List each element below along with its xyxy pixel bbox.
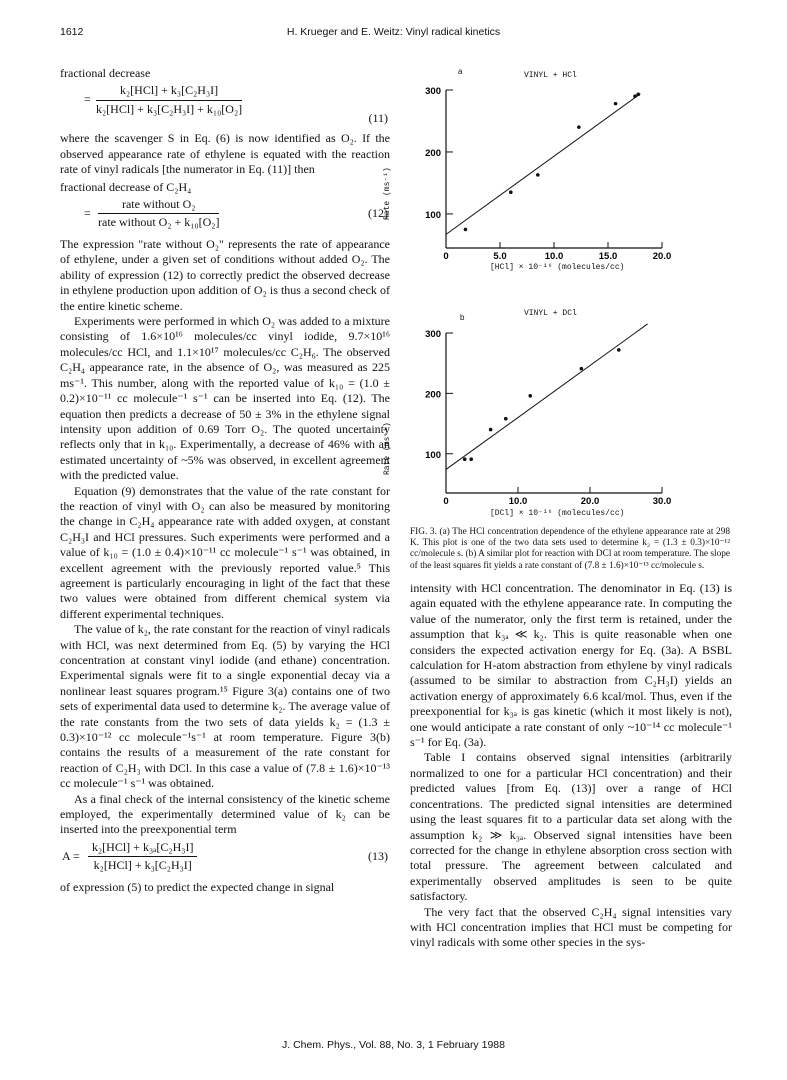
eq12-denominator: rate without O₂ + k₁₀[O₂] bbox=[98, 215, 220, 230]
x-tick-label: 20.0 bbox=[652, 251, 672, 262]
chart-a bbox=[400, 65, 700, 262]
eq12-numerator: rate without O₂ bbox=[98, 197, 219, 214]
x-tick-label: 5.0 bbox=[493, 251, 507, 262]
eq13-lhs: A = bbox=[62, 848, 80, 863]
fit-line bbox=[446, 324, 648, 470]
data-point bbox=[489, 428, 493, 432]
eq13-denominator: k₂[HCl] + k₃[C₂H₃I] bbox=[93, 858, 192, 873]
x-tick-label: 10.0 bbox=[508, 496, 528, 507]
paragraph: where the scavenger S in Eq. (6) is now identified as O₂. If the observed appearance rate of ethylene is equated with the reaction rate of vinyl radicals [the numerator in Eq. (11)] then bbox=[60, 131, 390, 177]
left-column bbox=[60, 66, 390, 895]
y-tick-label: 200 bbox=[425, 389, 441, 401]
eq11-numerator: k₂[HCl] + k₃[C₂H₃I] bbox=[96, 83, 242, 100]
paragraph: Experiments were performed in which O₂ was added to a mixture consisting of 1.6×10¹⁶ molecules/cc vinyl iodide, 9.7×10¹⁶ molecules/cc HCl, and 1.1×10¹⁷ molecules/cc C₂H₆. The observed C₂H₄ appearance rate, in the absence of O₂, was measured as 225 ms⁻¹. This number, along with the reported value of k₁₀ = (1.0 ± 0.2)×10⁻¹¹ cc molecule⁻¹ s⁻¹ can be inserted into Eq. (12). The equation then predicts a decrease of 50 ± 3% in the ethylene signal intensity upon addition of 0.69 Torr O₂. The quoted uncertainty reflects only that in k₁₀. Experimentally, a decrease of 46% with an estimated uncertainty of ~5% was observed, in excellent agreement with the predicted value. bbox=[60, 314, 390, 483]
data-point bbox=[464, 228, 468, 232]
equation-13 bbox=[60, 840, 390, 874]
x-axis-label: [HCl] × 10⁻¹⁶ (molecules/cc) bbox=[490, 263, 625, 272]
chart-legend: VINYL + DCl bbox=[524, 309, 577, 318]
x-tick-label: 15.0 bbox=[598, 251, 618, 262]
y-tick-label: 300 bbox=[425, 329, 441, 340]
equation-number: (12) bbox=[368, 206, 388, 221]
eq13-numerator: k₂[HCl] + k₃ₐ[C₂H₃I] bbox=[88, 840, 197, 857]
y-axis-label: Rate (ms⁻¹) bbox=[383, 167, 392, 220]
panel-label: b bbox=[460, 313, 465, 322]
y-tick-label: 100 bbox=[425, 449, 441, 461]
data-point bbox=[577, 125, 581, 129]
data-point bbox=[633, 94, 637, 98]
x-tick-label: 30.0 bbox=[652, 496, 672, 507]
fit-line bbox=[446, 94, 640, 235]
data-point bbox=[580, 367, 584, 371]
equation-12: = rate without O₂ rate without O₂ + k₁₀[O₂] (12) bbox=[84, 197, 388, 230]
paragraph: intensity with HCl concentration. The denominator in Eq. (13) is again equated with the ethylene appearance rate. In computing the value of the numerator, only the first term is retained, under the assumption that k₃ₐ ≪ k₂. This is quite reasonable when one considers the expected activation energy for Eq. (3a). A BSBL calculation for H-atom abstraction from ethylene by vinyl radicals (assumed to be similar to abstraction from C₂H₃I) yields an activation energy of approximately 6.6 kcal/mol. Thus, even if the preexponential for k₃ₐ is gas kinetic (which it most likely is not), one would anticipate a rate constant of only ~10⁻¹⁴ cc molecule⁻¹ s⁻¹ for Eq. (3a). bbox=[410, 581, 732, 750]
figure-3a bbox=[383, 65, 700, 272]
data-point bbox=[536, 173, 540, 177]
paragraph: The expression "rate without O₂" represents the rate of appearance of ethylene, under a given set of conditions without added O₂. The ability of expression (12) to correctly predict the observed decrease in ethylene production upon addition of O₂ is thus a second check of the entire kinetic scheme. bbox=[60, 237, 390, 313]
x-tick-label: 20.0 bbox=[580, 496, 600, 507]
figure-caption: FIG. 3. (a) The HCl concentration dependence of the ethylene appearance rate at 298 K. This plot is one of the two data sets used to determine k₂ = (1.3 ± 0.3)×10⁻¹² cc/molecule s. (b) A similar plot for reaction with DCl at room temperature. The slope of the least squares fit yields a rate constant of (7.8 ± 1.6)×10⁻¹³ cc/molecule s. bbox=[410, 527, 730, 571]
paragraph: Table I contains observed signal intensities (arbitrarily normalized to one for a particular HCl concentration) and their predicted values [from Eq. (13)] over a range of HCl concentrations. The predicted signal intensities are determined using the least squares fit to a particular data set along with the assumption k₂ ≫ k₃ₐ. Observed signal intensities have been corrected for the change in ethylene absorption cross section with total pressure. The agreement between calculated and experimentally observed amplitudes is seen to be quite satisfactory. bbox=[410, 750, 732, 904]
eq11-denominator: k₂[HCl] + k₃[C₂H₃I] + k₁₀[O₂] bbox=[96, 101, 243, 116]
right-column bbox=[410, 581, 732, 951]
y-tick-label: 300 bbox=[425, 86, 441, 97]
page-number: 1612 bbox=[60, 26, 84, 38]
paragraph: The value of k₂, the rate constant for the reaction of vinyl radicals with HCl, was next determined from Eq. (5) by varying the HCl concentration at constant vinyl iodide (and ethane) concentration. Experimental signals were fit to a single exponential decay via a nonlinear least squares program.¹⁵ Figure 3(a) contains one of two sets of experimental data used to determine k₂. The average value of the rate constants from the two sets of data yields k₂ = (1.3 ± 0.3)×10⁻¹² cc molecule⁻¹s⁻¹ at room temperature. Figure 3(b) contains the results of a measurement of the rate constant for reaction of C₂H₃ with DCl. In this case a value of (7.8 ± 1.6)×10⁻¹³ cc molecule⁻¹ s⁻¹ was obtained. bbox=[60, 622, 390, 791]
paragraph: fractional decrease of C₂H₄ bbox=[60, 179, 192, 194]
chart-b bbox=[400, 305, 700, 505]
equation-11: = k₂[HCl] + k₃[C₂H₃I] k₂[HCl] + k₃[C₂H₃I] + k₁₀[O₂] (11) bbox=[84, 83, 388, 126]
equation-number: (11) bbox=[368, 111, 388, 126]
data-point bbox=[504, 417, 508, 421]
paragraph: Equation (9) demonstrates that the value of the rate constant for the reaction of vinyl with O₂ can also be measured by monitoring the change in C₂H₄ appearance rate with added oxygen, at constant C₂H₃I and HCl pressures. Such experiments were performed and a value of k₁₀ = (1.0 ± 0.4)×10⁻¹¹ cc molecule⁻¹ s⁻¹ was obtained, in excellent agreement with the previously reported value.⁵ This agreement is particularly encouraging in light of the fact that these two values were obtained from different chemical system via different experimental techniques. bbox=[60, 483, 390, 621]
x-tick-label: 0 bbox=[443, 251, 449, 262]
paragraph: of expression (5) to predict the expected change in signal bbox=[60, 879, 335, 894]
data-point bbox=[614, 102, 618, 106]
running-title: H. Krueger and E. Weitz: Vinyl radical kinetics bbox=[286, 26, 501, 38]
data-point bbox=[509, 190, 513, 194]
paragraph: fractional decrease bbox=[60, 66, 151, 80]
y-tick-label: 100 bbox=[425, 209, 441, 221]
x-tick-label: 10.0 bbox=[544, 251, 564, 262]
chart-legend: VINYL + HCl bbox=[524, 71, 577, 80]
data-point bbox=[617, 348, 621, 352]
equation-number: (13) bbox=[368, 848, 388, 863]
panel-label: a bbox=[458, 67, 463, 76]
data-point bbox=[528, 394, 532, 398]
figure-3b bbox=[383, 305, 700, 520]
data-point bbox=[636, 93, 640, 97]
journal-footer: J. Chem. Phys., Vol. 88, No. 3, 1 February 1988 bbox=[282, 1039, 505, 1051]
y-axis-label: Rate (ms⁻¹) bbox=[383, 422, 392, 475]
data-point bbox=[469, 457, 473, 461]
x-axis-label: [DCl] × 10⁻¹⁶ (molecules/cc) bbox=[490, 509, 625, 518]
data-point bbox=[463, 457, 467, 461]
paragraph: As a final check of the internal consistency of the kinetic scheme employed, the experimentally determined value of k₂ can be inserted into the preexponential term bbox=[60, 791, 390, 837]
y-tick-label: 200 bbox=[425, 147, 441, 159]
x-tick-label: 0 bbox=[443, 496, 449, 507]
paragraph: The very fact that the observed C₂H₄ signal intensities vary with HCl concentration implies that HCl must be competing for vinyl radicals with some other species in the sys- bbox=[410, 904, 732, 950]
